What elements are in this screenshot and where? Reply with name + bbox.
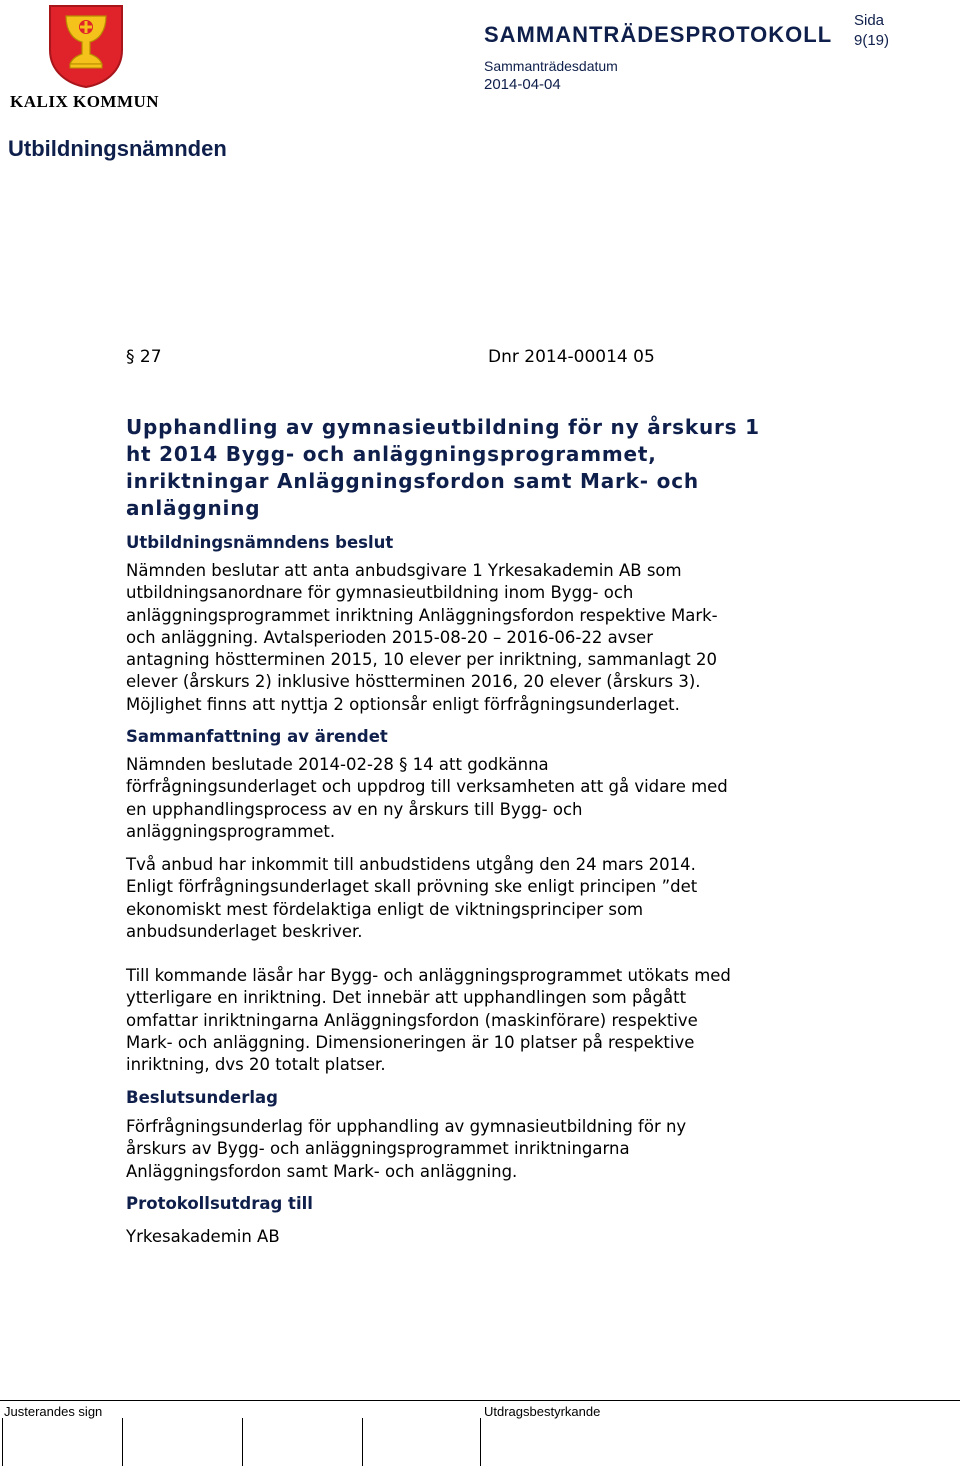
kommun-logo xyxy=(8,4,160,112)
signature-box-divider xyxy=(122,1418,123,1466)
signature-box-divider xyxy=(480,1418,481,1466)
decision-line: utbildningsanordnare för gymnasieutbildning inom Bygg- och xyxy=(126,583,634,603)
decision-basis-line: Förfrågningsunderlag för upphandling av gymnasieutbildning för ny xyxy=(126,1117,687,1136)
page-label: Sida xyxy=(854,12,885,29)
summary-line: Enligt förfrågningsunderlaget skall prövning ske enligt principen ”det xyxy=(126,877,698,897)
summary-heading: Sammanfattning av ärendet xyxy=(126,727,388,746)
summary-line: Till kommande läsår har Bygg- och anläggningsprogrammet utökats med xyxy=(126,966,731,985)
decision-line: antagning höstterminen 2015, 10 elever per inriktning, sammanlagt 20 xyxy=(126,650,717,670)
decision-text xyxy=(126,560,718,716)
summary-line: Nämnden beslutade 2014-02-28 § 14 att godkänna xyxy=(126,755,549,774)
decision-heading: Utbildningsnämndens beslut xyxy=(126,533,394,552)
decision-line: Möjlighet finns att nyttja 2 optionsår enligt förfrågningsunderlaget. xyxy=(126,694,680,714)
decision-line: anläggningsprogrammet inriktning Anläggningsfordon respektive Mark- xyxy=(126,605,718,625)
matter-title-line: anläggning xyxy=(126,496,261,520)
footer-divider xyxy=(0,1400,960,1401)
summary-paragraph-2 xyxy=(126,854,697,943)
decision-line: elever (årskurs 2) inklusive höstterminen 2016, 20 elever (årskurs 3). xyxy=(126,672,701,692)
section-number-value: 27 xyxy=(139,347,162,367)
decision-line: och anläggning. Avtalsperioden 2015-08-20 – 2016-06-22 avser xyxy=(126,627,653,647)
summary-line: ekonomiskt mest fördelaktiga enligt de viktningsprinciper som xyxy=(126,899,644,919)
diary-number: Dnr 2014-00014 05 xyxy=(488,347,655,367)
section-number: § 27 xyxy=(126,347,162,367)
summary-line: en upphandlingsprocess av en ny årskurs till Bygg- och xyxy=(126,799,583,819)
summary-line: inriktning, dvs 20 totalt platser. xyxy=(126,1055,386,1075)
meeting-date: 2014-04-04 xyxy=(484,76,561,93)
page-number: 9(19) xyxy=(854,32,890,49)
summary-paragraph-1 xyxy=(126,754,728,843)
extract-certification-label: Utdragsbestyrkande xyxy=(484,1404,601,1419)
summary-line: ytterligare en inriktning. Det innebär att upphandlingen som pågått xyxy=(126,988,687,1008)
summary-paragraph-3 xyxy=(126,965,731,1076)
decision-basis-text xyxy=(126,1116,686,1183)
summary-line: anbudsunderlaget beskriver. xyxy=(126,921,363,941)
extract-recipients-heading: Protokollsutdrag till xyxy=(126,1194,313,1213)
matter-title-line: Upphandling av gymnasieutbildning för ny årskurs 1 xyxy=(126,415,760,439)
adjuster-signature-label: Justerandes sign xyxy=(4,1404,103,1419)
signature-box-divider xyxy=(2,1418,3,1466)
coat-of-arms-icon xyxy=(48,4,124,88)
summary-line: anläggningsprogrammet. xyxy=(126,821,336,841)
summary-line: omfattar inriktningarna Anläggningsfordon (maskinförare) respektive xyxy=(126,1010,698,1030)
matter-title xyxy=(126,414,806,522)
decision-basis-heading: Beslutsunderlag xyxy=(126,1088,278,1107)
extract-recipient: Yrkesakademin AB xyxy=(126,1227,280,1246)
signature-box-divider xyxy=(362,1418,363,1466)
decision-line: Nämnden beslutar att anta anbudsgivare 1 Yrkesakademin AB som xyxy=(126,561,682,580)
summary-line: förfrågningsunderlaget och uppdrog till verksamheten att gå vidare med xyxy=(126,777,728,797)
decision-basis-line: Anläggningsfordon samt Mark- och anläggning. xyxy=(126,1161,518,1181)
document-title: SAMMANTRÄDESPROTOKOLL xyxy=(484,22,833,47)
kommun-name: KALIX KOMMUN xyxy=(10,92,160,111)
matter-title-line: ht 2014 Bygg- och anläggningsprogrammet, xyxy=(126,442,657,466)
summary-line: Mark- och anläggning. Dimensioneringen är 10 platser på respektive xyxy=(126,1032,695,1052)
signature-box-divider xyxy=(242,1418,243,1466)
meeting-date-label: Sammanträdesdatum xyxy=(484,58,618,74)
summary-line: Två anbud har inkommit till anbudstidens utgång den 24 mars 2014. xyxy=(126,855,696,874)
board-name: Utbildningsnämnden xyxy=(8,136,227,161)
matter-title-line: inriktningar Anläggningsfordon samt Mark- och xyxy=(126,469,699,493)
decision-basis-line: årskurs av Bygg- och anläggningsprogrammet inriktningarna xyxy=(126,1139,630,1159)
